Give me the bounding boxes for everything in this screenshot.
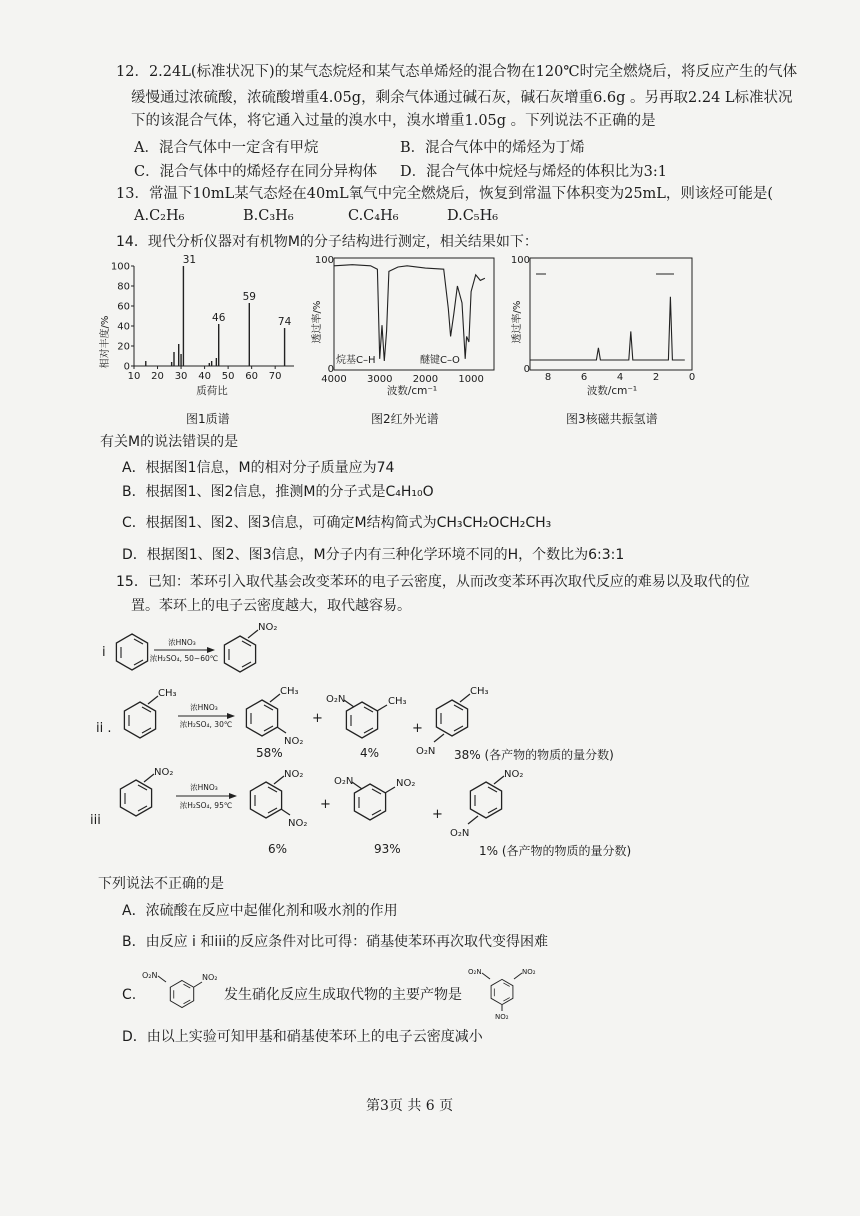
- plus-sign: +: [412, 721, 423, 736]
- svg-text:NO₂: NO₂: [495, 1013, 509, 1021]
- fig1-ytick: 100: [110, 261, 130, 273]
- q12-line-1: 12．2.24L(标准状况下)的某气态烷烃和某气态单烯烃的混合物在120℃时完全燃烧后，将反应产生的气体: [116, 64, 798, 80]
- fig1-peak-label: 74: [277, 316, 292, 328]
- q14-option-a: A．根据图1信息，M的相对分子质量应为74: [122, 460, 395, 476]
- fig1-peak-label: 59: [242, 291, 256, 303]
- fig1-ylabel: 相对丰度/%: [100, 315, 111, 369]
- benzene-ring: [116, 634, 147, 670]
- reaction-schemes: [90, 612, 730, 872]
- svg-text:CH₃: CH₃: [470, 686, 489, 697]
- q15-option-d: D．由以上实验可知甲基和硝基使苯环上的电子云密度减小: [122, 1029, 483, 1045]
- fig1-xtick: 50: [221, 371, 235, 382]
- fig1-xtick: 60: [245, 371, 259, 382]
- q15-line-2: 置。苯环上的电子云密度越大，取代越容易。: [131, 598, 411, 614]
- methyl-label: CH₃: [158, 688, 177, 699]
- q13-option-a: A.C₂H₆: [134, 208, 185, 224]
- reaction-1-cond-bottom: 浓H₂SO₄, 50~60℃: [149, 654, 219, 663]
- fig3-ytick-100: 100: [510, 255, 530, 266]
- svg-text:O₂N: O₂N: [416, 746, 436, 757]
- svg-text:NO₂: NO₂: [504, 769, 524, 780]
- svg-text:NO₂: NO₂: [396, 778, 416, 789]
- fig2-annotation-co: 醚键C–O: [420, 355, 460, 366]
- reaction-3-cond-bottom: 浓H₂SO₄, 95℃: [179, 801, 233, 810]
- svg-text:NO₂: NO₂: [284, 769, 304, 780]
- nitro-group-label: NO₂: [258, 622, 278, 633]
- q14-option-b: B．根据图1、图2信息，推测M的分子式是C₄H₁₀O: [122, 484, 434, 500]
- reaction-3-yield-1: 6%: [268, 842, 288, 856]
- reaction-2-cond-bottom: 浓H₂SO₄, 30℃: [179, 720, 233, 729]
- m-nitrotoluene-ring: [346, 702, 377, 738]
- o-dinitrobenzene-ring: [250, 782, 281, 818]
- fig1-mass-spectrum: [94, 252, 304, 402]
- svg-text:NO₂: NO₂: [522, 968, 536, 976]
- fig1-xtick: 70: [268, 371, 282, 382]
- plus-sign: +: [320, 797, 331, 812]
- fig2-annotation-ch: 烷基C–H: [336, 355, 376, 366]
- q13-line-1: 13．常温下10mL某气态烃在40mL氧气中完全燃烧后，恢复到常温下体积变为25mL，则该烃可能是(: [116, 186, 774, 202]
- reaction-3-yield-2: 93%: [374, 842, 401, 856]
- reaction-1-label: i: [102, 645, 106, 660]
- fig2-xtick: 4000: [321, 374, 347, 385]
- fig3-xtick: 8: [544, 372, 552, 383]
- fig1-ytick: 0: [123, 361, 130, 373]
- o-nitrotoluene-ring: [246, 700, 277, 736]
- p-dinitrobenzene-ring: [470, 782, 501, 818]
- q14-option-c: C．根据图1、图2、图3信息，可确定M结构简式为CH₃CH₂OCH₂CH₃: [122, 515, 552, 531]
- fig1-caption: 图1质谱: [186, 412, 230, 426]
- fig3-nmr-trace: [530, 297, 685, 360]
- fig1-xtick: 10: [127, 371, 141, 382]
- svg-text:O₂N: O₂N: [450, 828, 470, 839]
- q12-option-b: B．混合气体中的烯烃为丁烯: [400, 140, 585, 156]
- q13-option-d: D.C₅H₆: [447, 208, 499, 224]
- svg-text:NO₂: NO₂: [288, 818, 308, 829]
- q13-option-b: B.C₃H₆: [243, 208, 294, 224]
- q15-option-b: B．由反应 i 和iii的反应条件对比可得：硝基使苯环再次取代变得困难: [122, 934, 549, 950]
- toluene-ring: [124, 702, 155, 738]
- m-dinitrobenzene-ring: [354, 784, 385, 820]
- svg-text:NO₂: NO₂: [202, 973, 218, 982]
- plus-sign: +: [432, 807, 443, 822]
- reaction-2-yield-3: 38% (各产物的物质的量分数): [454, 748, 614, 762]
- fig3-caption: 图3核磁共振氢谱: [566, 412, 658, 426]
- fig1-ytick: 40: [117, 321, 130, 333]
- q15-stem: 下列说法不正确的是: [98, 876, 224, 892]
- q13-option-c: C.C₄H₆: [348, 208, 399, 224]
- reaction-2-label: ii .: [96, 721, 112, 736]
- q15-line-1: 15．已知：苯环引入取代基会改变苯环的电子云密度，从而改变苯环再次取代反应的难易以及取代的位: [116, 574, 750, 590]
- fig2-caption: 图2红外光谱: [371, 412, 439, 426]
- fig2-xtick: 1000: [458, 374, 484, 385]
- reaction-2-yield-2: 4%: [360, 746, 380, 760]
- fig1-ytick: 80: [117, 281, 130, 293]
- reaction-2-yield-1: 58%: [256, 746, 283, 760]
- svg-text:O₂N: O₂N: [468, 968, 482, 976]
- q12-line-2: 缓慢通过浓硫酸，浓硫酸增重4.05g，剩余气体通过碱石灰，碱石灰增重6.6g 。另再取2.24 L标准状况: [131, 90, 793, 106]
- svg-text:NO₂: NO₂: [154, 767, 174, 778]
- m-dinitrobenzene-structure: [140, 964, 230, 1014]
- q14-line-1: 14．现代分析仪器对有机物M的分子结构进行测定，相关结果如下：: [116, 234, 538, 250]
- svg-text:O₂N: O₂N: [334, 776, 354, 787]
- q14-stem: 有关M的说法错误的是: [100, 434, 239, 450]
- q14-option-d: D．根据图1、图2、图3信息，M分子内有三种化学环境不同的H，个数比为6:3:1: [122, 547, 625, 563]
- nitrobenzene-ring: [120, 780, 151, 816]
- svg-text:NO₂: NO₂: [284, 736, 304, 747]
- fig2-ylabel: 透过率/%: [312, 300, 323, 344]
- page-footer: 第3页 共 6 页: [366, 1098, 454, 1114]
- fig3-ytick-0: 0: [523, 364, 530, 375]
- q12-line-3: 下的该混合气体，将它通入过量的溴水中，溴水增重1.05g 。下列说法不正确的是: [131, 113, 656, 129]
- svg-text:O₂N: O₂N: [142, 971, 158, 980]
- q15-option-c-text: 发生硝化反应生成取代物的主要产物是: [224, 987, 462, 1003]
- fig1-ytick: 60: [117, 301, 130, 313]
- p-nitrotoluene-ring: [436, 700, 467, 736]
- fig2-xtick: 3000: [366, 374, 393, 385]
- svg-text:CH₃: CH₃: [280, 686, 299, 697]
- fig2-xtick: 2000: [412, 374, 439, 385]
- q15-option-c-prefix: C.: [122, 987, 137, 1003]
- fig1-peak-label: 31: [182, 254, 197, 266]
- q12-option-a: A．混合气体中一定含有甲烷: [134, 140, 319, 156]
- fig2-xlabel: 波数/cm⁻¹: [386, 385, 438, 397]
- fig3-xtick: 0: [688, 372, 696, 383]
- fig1-xlabel: 质荷比: [196, 385, 228, 397]
- reaction-1-cond-top: 浓HNO₃: [168, 638, 196, 647]
- fig3-nmr-spectrum: [506, 252, 706, 402]
- fig1-peak-label: 46: [212, 312, 226, 324]
- svg-text:CH₃: CH₃: [388, 696, 407, 707]
- q12-option-d: D．混合气体中烷烃与烯烃的体积比为3:1: [400, 164, 667, 180]
- fig3-xtick: 2: [652, 372, 660, 383]
- fig1-xtick: 40: [198, 371, 211, 382]
- fig2-ytick-100: 100: [314, 255, 334, 266]
- q15-option-a: A．浓硫酸在反应中起催化剂和吸水剂的作用: [122, 903, 398, 919]
- fig2-ir-trace: [334, 265, 485, 361]
- fig3-xlabel: 波数/cm⁻¹: [586, 385, 638, 397]
- fig3-ylabel: 透过率/%: [512, 300, 523, 344]
- reaction-3-yield-3: 1% (各产物的物质的量分数): [479, 844, 632, 858]
- reaction-3-cond-top: 浓HNO₃: [190, 783, 218, 792]
- fig1-xtick: 30: [174, 371, 188, 382]
- reaction-3-label: iii: [90, 813, 101, 828]
- plus-sign: +: [312, 711, 323, 726]
- fig2-ytick-0: 0: [327, 364, 334, 375]
- fig2-ir-spectrum: [304, 252, 504, 402]
- q12-option-c: C．混合气体中的烯烃存在同分异构体: [134, 164, 378, 180]
- svg-text:O₂N: O₂N: [326, 694, 346, 705]
- fig3-xtick: 6: [580, 372, 588, 383]
- trinitrobenzene-structure: [466, 962, 546, 1022]
- fig1-ytick: 20: [117, 341, 130, 353]
- reaction-2-cond-top: 浓HNO₃: [190, 703, 218, 712]
- fig3-xtick: 4: [616, 372, 624, 383]
- fig1-xtick: 20: [151, 371, 164, 382]
- nitrobenzene-ring: [224, 636, 255, 672]
